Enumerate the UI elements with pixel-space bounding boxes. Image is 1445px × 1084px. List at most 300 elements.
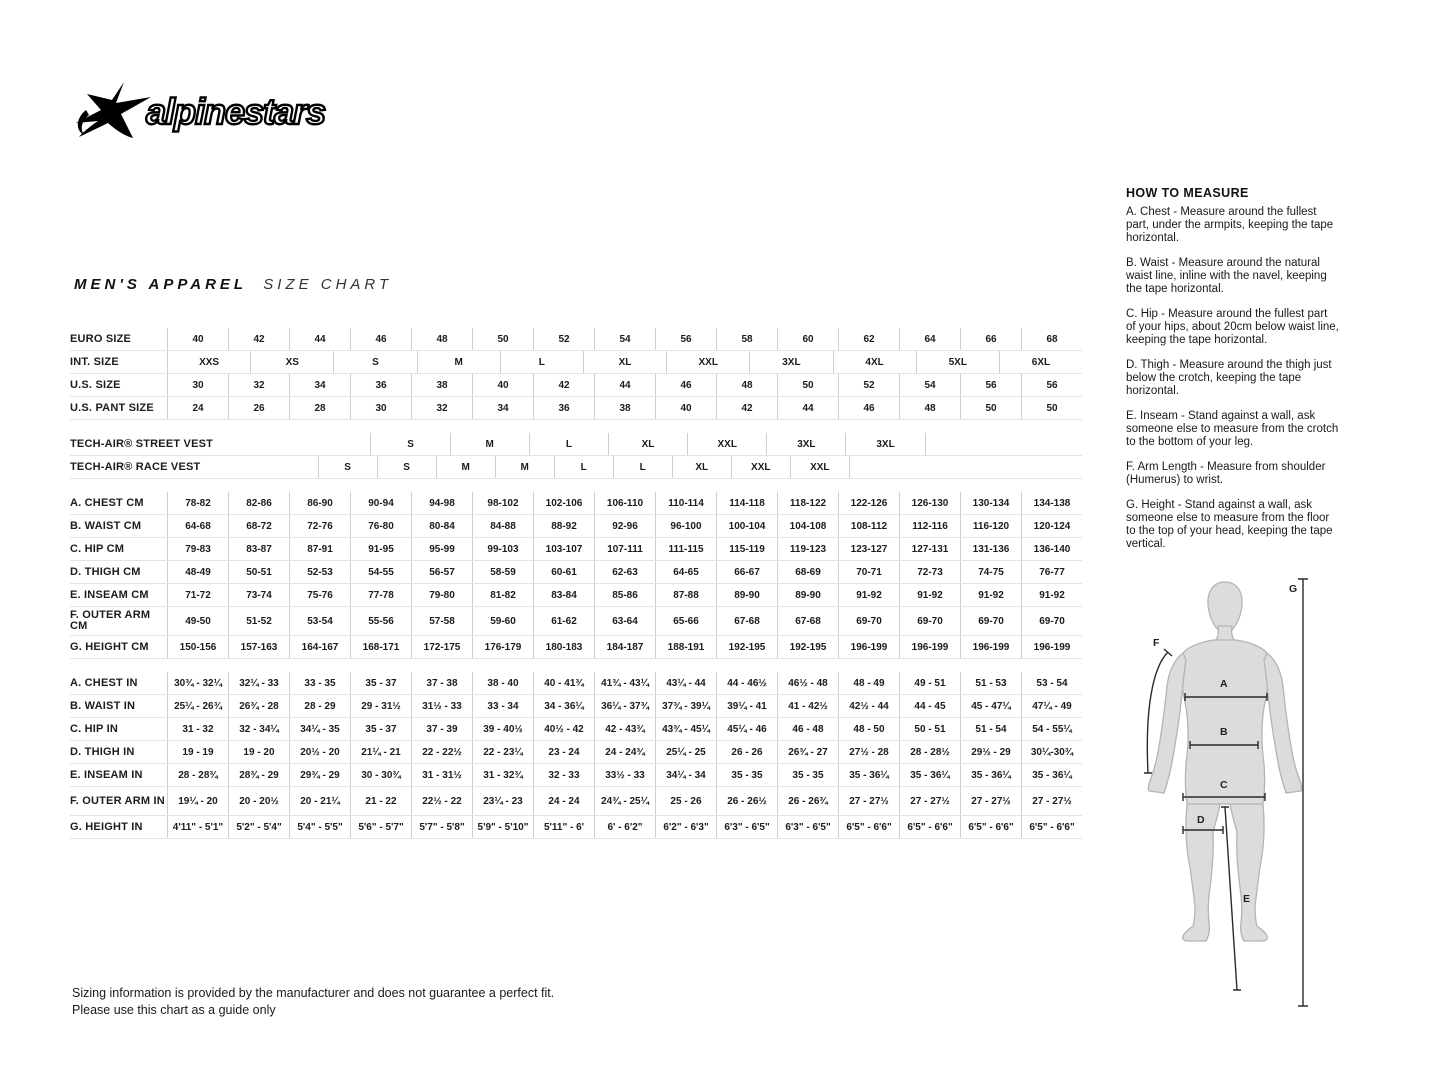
- size-cell: 64-68: [167, 515, 228, 537]
- size-cell: 55-56: [350, 607, 411, 635]
- size-cell: 35 - 36¼: [899, 764, 960, 786]
- size-cell: 131-136: [960, 538, 1021, 560]
- size-cell: 31 - 32: [167, 718, 228, 740]
- table-row: [70, 433, 1082, 456]
- row-label: C. HIP CM: [70, 542, 125, 555]
- figure-label-b: B: [1220, 726, 1228, 738]
- size-cell: 40: [472, 374, 533, 396]
- measure-instruction: E. Inseam - Stand against a wall, ask someone else to measure from the crotch to the bottom of your leg.: [1126, 410, 1339, 448]
- size-cell: 3XL: [749, 351, 832, 373]
- size-cell: 64-65: [655, 561, 716, 583]
- table-group-gap: [70, 420, 1082, 433]
- disclaimer-line-1: Sizing information is provided by the manufacturer and does not guarantee a perfect fit.: [72, 986, 555, 1000]
- size-cell: 26¾ - 27: [777, 741, 838, 763]
- size-cell: 96-100: [655, 515, 716, 537]
- size-cell: 30 - 30¾: [350, 764, 411, 786]
- table-row: [70, 764, 1082, 787]
- size-cell: 42: [533, 374, 594, 396]
- size-cell: 22 - 23¼: [472, 741, 533, 763]
- size-cell: 42½ - 44: [838, 695, 899, 717]
- size-cell: 89-90: [777, 584, 838, 606]
- size-cell: 42: [228, 328, 289, 350]
- row-label: B. WAIST CM: [70, 519, 142, 532]
- size-cell: 6'3" - 6'5": [777, 816, 838, 838]
- size-cell: 33 - 34: [472, 695, 533, 717]
- size-cell: 115-119: [716, 538, 777, 560]
- size-cell: 45 - 47¼: [960, 695, 1021, 717]
- size-cell: 68: [1021, 328, 1082, 350]
- size-cell: 53-54: [289, 607, 350, 635]
- size-cell: 24 - 24¾: [594, 741, 655, 763]
- size-cell: 35 - 37: [350, 672, 411, 694]
- row-label: U.S. SIZE: [70, 378, 121, 391]
- size-cell: [213, 433, 370, 455]
- size-cell: 91-92: [1021, 584, 1082, 606]
- size-cell: S: [370, 433, 449, 455]
- size-cell: 114-118: [716, 492, 777, 514]
- size-cell: 4'11" - 5'1": [167, 816, 228, 838]
- size-cell: 5'6" - 5'7": [350, 816, 411, 838]
- size-cell: 27 - 27½: [899, 787, 960, 815]
- size-cell: 107-111: [594, 538, 655, 560]
- size-cell: 91-92: [960, 584, 1021, 606]
- table-row: [70, 515, 1082, 538]
- size-cell: 127-131: [899, 538, 960, 560]
- size-cell: M: [436, 456, 495, 478]
- size-cell: 48 - 49: [838, 672, 899, 694]
- figure-label-g: G: [1289, 583, 1298, 595]
- size-cell: 21¼ - 21: [350, 741, 411, 763]
- table-row: [70, 584, 1082, 607]
- size-cell: 42: [716, 397, 777, 419]
- size-cell: 136-140: [1021, 538, 1082, 560]
- size-cell: 67-68: [716, 607, 777, 635]
- row-label: B. WAIST IN: [70, 699, 136, 712]
- size-cell: 19¼ - 20: [167, 787, 228, 815]
- size-cell: 72-73: [899, 561, 960, 583]
- measure-paragraphs: [1126, 206, 1340, 551]
- size-cell: 41 - 42½: [777, 695, 838, 717]
- size-cell: 38 - 40: [472, 672, 533, 694]
- size-cell: L: [529, 433, 608, 455]
- size-cell: 26 - 26: [716, 741, 777, 763]
- size-cell: 3XL: [766, 433, 845, 455]
- size-cell: 172-175: [411, 636, 472, 658]
- size-cell: 116-120: [960, 515, 1021, 537]
- size-cell: [200, 456, 317, 478]
- size-cell: 85-86: [594, 584, 655, 606]
- size-cell: 50: [960, 397, 1021, 419]
- size-cell: 52: [838, 374, 899, 396]
- size-cell: 28: [289, 397, 350, 419]
- size-cell: 69-70: [1021, 607, 1082, 635]
- size-cell: 53 - 54: [1021, 672, 1082, 694]
- height-line: [1298, 579, 1308, 1006]
- size-cell: M: [450, 433, 529, 455]
- size-cell: 27 - 27½: [838, 787, 899, 815]
- size-cell: 44: [594, 374, 655, 396]
- size-cell: 69-70: [960, 607, 1021, 635]
- how-to-measure-panel: [1126, 186, 1340, 563]
- size-cell: 66: [960, 328, 1021, 350]
- size-cell: 79-80: [411, 584, 472, 606]
- size-cell: 21 - 22: [350, 787, 411, 815]
- size-cell: 196-199: [960, 636, 1021, 658]
- size-cell: 28¾ - 29: [228, 764, 289, 786]
- table-row: [70, 351, 1082, 374]
- table-row: [70, 607, 1082, 636]
- size-cell: 82-86: [228, 492, 289, 514]
- size-cell: 52-53: [289, 561, 350, 583]
- row-label: F. OUTER ARM CM: [70, 609, 151, 632]
- size-cell: 40 - 41¾: [533, 672, 594, 694]
- size-cell: 30¾ - 32¼: [167, 672, 228, 694]
- size-cell: XXL: [790, 456, 849, 478]
- size-cell: 51-52: [228, 607, 289, 635]
- row-label: C. HIP IN: [70, 722, 119, 735]
- size-cell: 87-91: [289, 538, 350, 560]
- size-cell: 37 - 39: [411, 718, 472, 740]
- size-cell: 69-70: [838, 607, 899, 635]
- size-cell: 6' - 6'2": [594, 816, 655, 838]
- size-cell: 180-183: [533, 636, 594, 658]
- size-cell: 48: [899, 397, 960, 419]
- size-cell: 44: [777, 397, 838, 419]
- size-cell: 23 - 24: [533, 741, 594, 763]
- size-cell: 27 - 27½: [960, 787, 1021, 815]
- table-group-gap: [70, 479, 1082, 492]
- size-cell: 168-171: [350, 636, 411, 658]
- size-cell: 102-106: [533, 492, 594, 514]
- size-cell: 88-92: [533, 515, 594, 537]
- table-row: [70, 816, 1082, 839]
- size-cell: 30¼-30¾: [1021, 741, 1082, 763]
- size-cell: 89-90: [716, 584, 777, 606]
- size-cell: XXL: [666, 351, 749, 373]
- size-cell: 35 - 36¼: [838, 764, 899, 786]
- size-cell: 58-59: [472, 561, 533, 583]
- size-cell: 70-71: [838, 561, 899, 583]
- row-label: D. THIGH IN: [70, 745, 135, 758]
- row-label: A. CHEST IN: [70, 676, 138, 689]
- size-cell: 26 - 26½: [716, 787, 777, 815]
- size-cell: 5'11" - 6': [533, 816, 594, 838]
- size-cell: 35 - 35: [777, 764, 838, 786]
- size-cell: 5'7" - 5'8": [411, 816, 472, 838]
- size-cell: 29 - 31½: [350, 695, 411, 717]
- size-cell: 100-104: [716, 515, 777, 537]
- size-cell: 33½ - 33: [594, 764, 655, 786]
- table-row: [70, 672, 1082, 695]
- size-cell: 24 - 24: [533, 787, 594, 815]
- row-label: F. OUTER ARM IN: [70, 794, 165, 807]
- size-cell: 6'3" - 6'5": [716, 816, 777, 838]
- size-cell: 94-98: [411, 492, 472, 514]
- size-cell: 75-76: [289, 584, 350, 606]
- row-label: G. HEIGHT CM: [70, 640, 149, 653]
- size-cell: 50-51: [228, 561, 289, 583]
- size-cell: 28 - 28½: [899, 741, 960, 763]
- size-cell: S: [318, 456, 377, 478]
- size-cell: 34 - 36¼: [533, 695, 594, 717]
- row-label: INT. SIZE: [70, 355, 119, 368]
- size-cell: 49-50: [167, 607, 228, 635]
- figure-label-a: A: [1220, 678, 1228, 690]
- size-cell: 40: [655, 397, 716, 419]
- size-cell: XXL: [687, 433, 766, 455]
- size-cell: 36: [350, 374, 411, 396]
- size-cell: 48 - 50: [838, 718, 899, 740]
- alpinestars-logo: [72, 80, 332, 142]
- size-table: [70, 328, 1082, 839]
- how-to-measure-title: HOW TO MEASURE: [1126, 186, 1249, 200]
- body-silhouette-icon: [1148, 582, 1301, 941]
- page-title-sub: SIZE CHART: [263, 276, 393, 293]
- size-cell: 24¾ - 25¼: [594, 787, 655, 815]
- size-cell: 34¼ - 34: [655, 764, 716, 786]
- size-cell: XL: [672, 456, 731, 478]
- size-cell: 77-78: [350, 584, 411, 606]
- size-cell: 78-82: [167, 492, 228, 514]
- size-cell: XXL: [731, 456, 790, 478]
- size-cell: XXS: [167, 351, 250, 373]
- size-cell: 91-95: [350, 538, 411, 560]
- size-cell: 25 - 26: [655, 787, 716, 815]
- size-cell: 22½ - 22: [411, 787, 472, 815]
- size-cell: 26: [228, 397, 289, 419]
- size-cell: 130-134: [960, 492, 1021, 514]
- size-cell: 20 - 20½: [228, 787, 289, 815]
- size-cell: 35 - 36¼: [1021, 764, 1082, 786]
- size-cell: 83-87: [228, 538, 289, 560]
- table-row: [70, 561, 1082, 584]
- row-label: TECH-AIR® RACE VEST: [70, 460, 201, 473]
- size-cell: 33 - 35: [289, 672, 350, 694]
- size-cell: 164-167: [289, 636, 350, 658]
- size-cell: L: [500, 351, 583, 373]
- size-cell: 28 - 29: [289, 695, 350, 717]
- size-cell: 3XL: [845, 433, 924, 455]
- size-cell: 60-61: [533, 561, 594, 583]
- size-cell: 47¼ - 49: [1021, 695, 1082, 717]
- size-cell: 119-123: [777, 538, 838, 560]
- size-cell: S: [333, 351, 416, 373]
- size-cell: 27½ - 28: [838, 741, 899, 763]
- size-cell: 32 - 33: [533, 764, 594, 786]
- size-cell: 60: [777, 328, 838, 350]
- table-row: [70, 374, 1082, 397]
- size-cell: 104-108: [777, 515, 838, 537]
- table-row: [70, 397, 1082, 420]
- size-cell: 5'2" - 5'4": [228, 816, 289, 838]
- size-cell: 36: [533, 397, 594, 419]
- size-cell: 6'2" - 6'3": [655, 816, 716, 838]
- size-cell: 36¼ - 37¾: [594, 695, 655, 717]
- size-cell: 67-68: [777, 607, 838, 635]
- size-cell: 74-75: [960, 561, 1021, 583]
- measure-instruction: C. Hip - Measure around the fullest part of your hips, about 20cm below waist line, keeping the tape horizontal.: [1126, 308, 1339, 346]
- table-row: [70, 741, 1082, 764]
- size-cell: 44 - 45: [899, 695, 960, 717]
- size-cell: 150-156: [167, 636, 228, 658]
- size-cell: [849, 456, 1082, 478]
- size-cell: 5XL: [916, 351, 999, 373]
- size-cell: M: [495, 456, 554, 478]
- size-cell: 29½ - 29: [960, 741, 1021, 763]
- size-cell: 103-107: [533, 538, 594, 560]
- size-cell: 65-66: [655, 607, 716, 635]
- size-cell: 56: [960, 374, 1021, 396]
- size-cell: 5'4" - 5'5": [289, 816, 350, 838]
- row-label: D. THIGH CM: [70, 565, 141, 578]
- measure-instruction: F. Arm Length - Measure from shoulder (Humerus) to wrist.: [1126, 461, 1326, 486]
- size-cell: 6'5" - 6'6": [899, 816, 960, 838]
- size-cell: 59-60: [472, 607, 533, 635]
- size-cell: 81-82: [472, 584, 533, 606]
- size-cell: 157-163: [228, 636, 289, 658]
- size-cell: 110-114: [655, 492, 716, 514]
- size-cell: 32: [228, 374, 289, 396]
- size-cell: XS: [250, 351, 333, 373]
- size-cell: 64: [899, 328, 960, 350]
- size-cell: 19 - 20: [228, 741, 289, 763]
- row-label: TECH-AIR® STREET VEST: [70, 437, 214, 450]
- table-row: [70, 787, 1082, 816]
- size-cell: 80-84: [411, 515, 472, 537]
- figure-label-c: C: [1220, 779, 1228, 791]
- size-cell: 6XL: [999, 351, 1082, 373]
- size-cell: 108-112: [838, 515, 899, 537]
- size-cell: 54-55: [350, 561, 411, 583]
- astar-icon: [76, 82, 151, 138]
- size-cell: 41¾ - 43¼: [594, 672, 655, 694]
- size-cell: 184-187: [594, 636, 655, 658]
- size-cell: 44: [289, 328, 350, 350]
- size-cell: 42 - 43¾: [594, 718, 655, 740]
- size-cell: 25¼ - 26¾: [167, 695, 228, 717]
- size-cell: 29¾ - 29: [289, 764, 350, 786]
- page-title-main: MEN'S APPAREL: [74, 276, 248, 293]
- size-cell: 68-72: [228, 515, 289, 537]
- size-cell: 50: [472, 328, 533, 350]
- size-cell: 34¼ - 35: [289, 718, 350, 740]
- size-cell: 35 - 37: [350, 718, 411, 740]
- size-cell: 49 - 51: [899, 672, 960, 694]
- size-cell: 52: [533, 328, 594, 350]
- table-row: [70, 456, 1082, 479]
- row-label: E. INSEAM IN: [70, 768, 143, 781]
- size-cell: 54: [899, 374, 960, 396]
- size-cell: 51 - 53: [960, 672, 1021, 694]
- size-cell: 40: [167, 328, 228, 350]
- size-cell: S: [377, 456, 436, 478]
- table-row: [70, 695, 1082, 718]
- size-cell: 51 - 54: [960, 718, 1021, 740]
- figure-label-f: F: [1153, 637, 1160, 649]
- size-cell: 39 - 40½: [472, 718, 533, 740]
- table-group-gap: [70, 659, 1082, 672]
- size-cell: XL: [608, 433, 687, 455]
- size-cell: 62-63: [594, 561, 655, 583]
- size-cell: M: [417, 351, 500, 373]
- size-cell: 37¾ - 39¼: [655, 695, 716, 717]
- size-cell: 83-84: [533, 584, 594, 606]
- size-cell: 62: [838, 328, 899, 350]
- row-label: U.S. PANT SIZE: [70, 401, 154, 414]
- size-cell: 20½ - 20: [289, 741, 350, 763]
- size-cell: 112-116: [899, 515, 960, 537]
- size-cell: 58: [716, 328, 777, 350]
- size-cell: 95-99: [411, 538, 472, 560]
- size-cell: 120-124: [1021, 515, 1082, 537]
- size-cell: 45¼ - 46: [716, 718, 777, 740]
- size-cell: 56: [1021, 374, 1082, 396]
- size-cell: 73-74: [228, 584, 289, 606]
- table-row: [70, 718, 1082, 741]
- size-cell: 30: [350, 397, 411, 419]
- size-cell: L: [554, 456, 613, 478]
- size-cell: 27 - 27½: [1021, 787, 1082, 815]
- table-row: [70, 328, 1082, 351]
- size-cell: 6'5" - 6'6": [838, 816, 899, 838]
- figure-label-d: D: [1197, 814, 1205, 826]
- size-cell: XL: [583, 351, 666, 373]
- size-cell: 84-88: [472, 515, 533, 537]
- size-cell: 54 - 55¼: [1021, 718, 1082, 740]
- size-cell: 72-76: [289, 515, 350, 537]
- size-cell: 40½ - 42: [533, 718, 594, 740]
- size-cell: 176-179: [472, 636, 533, 658]
- size-cell: 26 - 26¾: [777, 787, 838, 815]
- size-cell: 50 - 51: [899, 718, 960, 740]
- row-label: G. HEIGHT IN: [70, 820, 143, 833]
- size-cell: 28 - 28¾: [167, 764, 228, 786]
- size-cell: 48-49: [167, 561, 228, 583]
- size-cell: 123-127: [838, 538, 899, 560]
- figure-label-e: E: [1243, 893, 1251, 905]
- disclaimer-line-2: Please use this chart as a guide only: [72, 1003, 276, 1017]
- size-cell: 32¼ - 33: [228, 672, 289, 694]
- row-label: EURO SIZE: [70, 332, 132, 345]
- size-cell: 71-72: [167, 584, 228, 606]
- size-cell: 35 - 35: [716, 764, 777, 786]
- size-cell: 90-94: [350, 492, 411, 514]
- size-cell: 6'5" - 6'6": [1021, 816, 1082, 838]
- size-cell: 87-88: [655, 584, 716, 606]
- size-cell: 63-64: [594, 607, 655, 635]
- size-cell: 26¾ - 28: [228, 695, 289, 717]
- size-cell: 23¼ - 23: [472, 787, 533, 815]
- size-cell: 38: [411, 374, 472, 396]
- size-cell: 86-90: [289, 492, 350, 514]
- size-cell: 39¼ - 41: [716, 695, 777, 717]
- size-cell: 24: [167, 397, 228, 419]
- size-cell: 91-92: [838, 584, 899, 606]
- size-cell: 122-126: [838, 492, 899, 514]
- size-cell: 46: [350, 328, 411, 350]
- size-cell: 46 - 48: [777, 718, 838, 740]
- size-cell: 79-83: [167, 538, 228, 560]
- size-cell: 50: [777, 374, 838, 396]
- size-cell: 32: [411, 397, 472, 419]
- size-cell: 56: [655, 328, 716, 350]
- size-cell: 76-77: [1021, 561, 1082, 583]
- size-cell: 19 - 19: [167, 741, 228, 763]
- table-row: [70, 636, 1082, 659]
- size-cell: 5'9" - 5'10": [472, 816, 533, 838]
- size-cell: 22 - 22½: [411, 741, 472, 763]
- size-cell: 34: [289, 374, 350, 396]
